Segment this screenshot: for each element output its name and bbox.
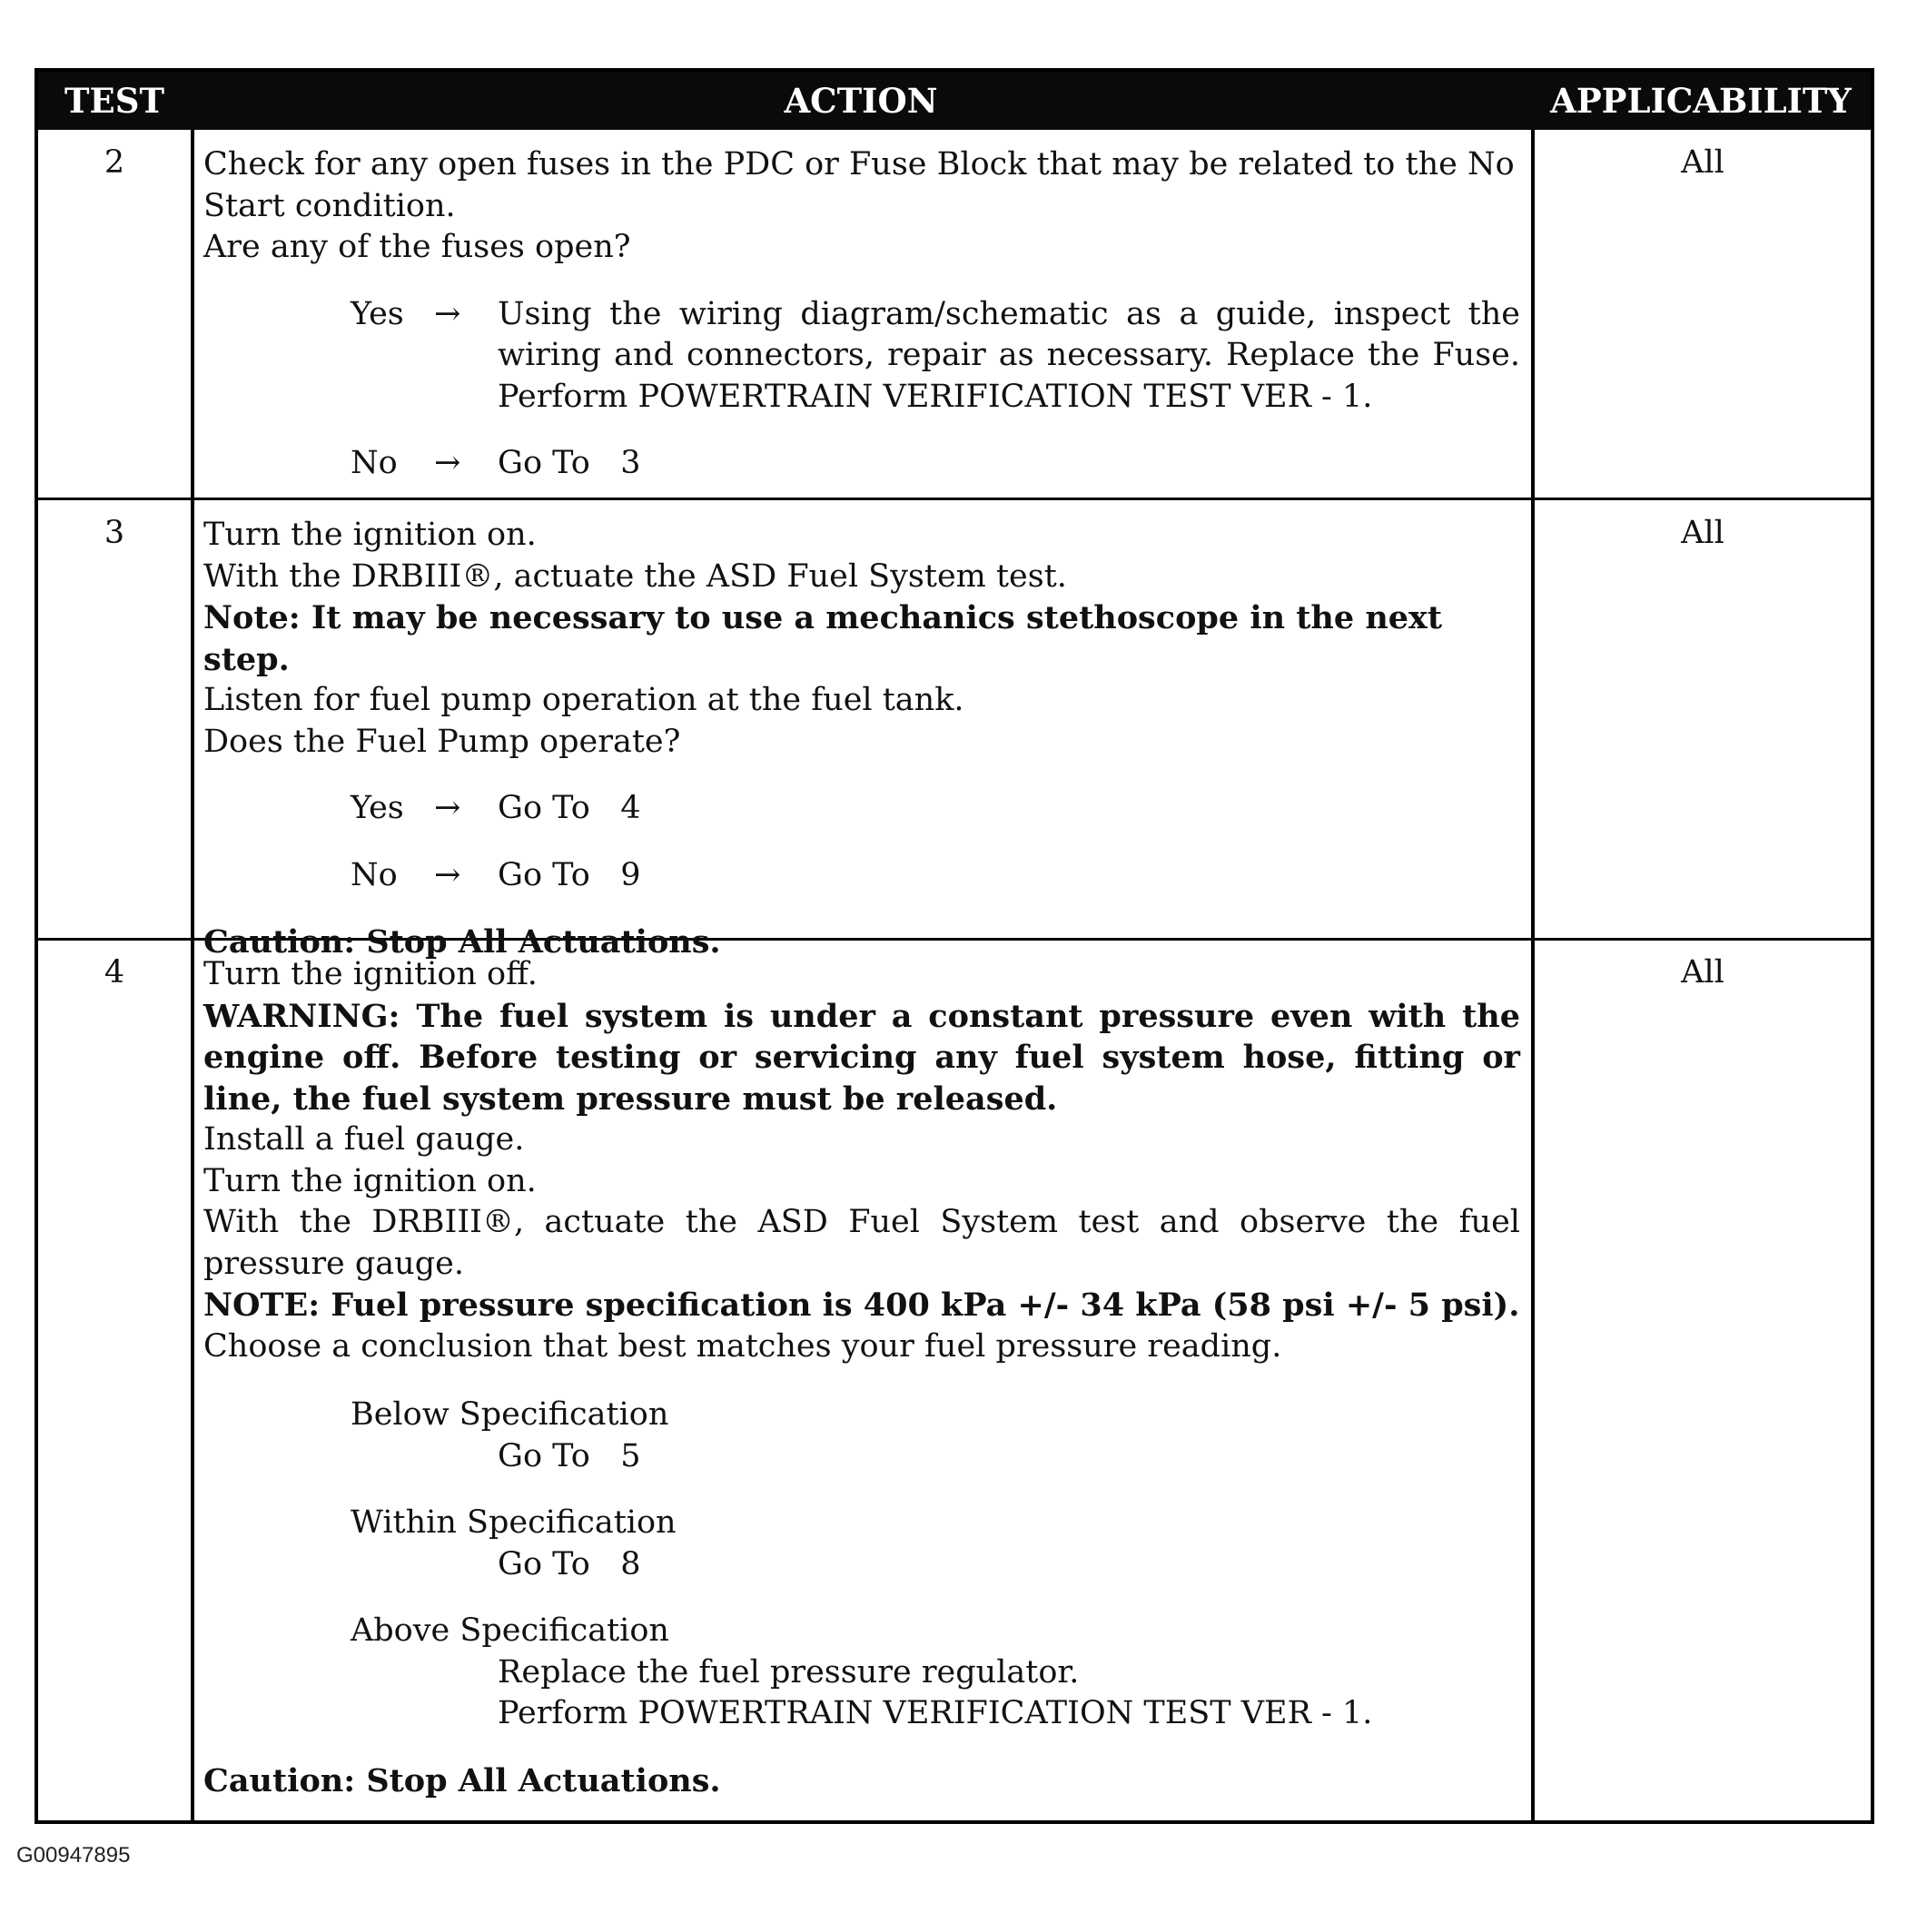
conclusion-result: Perform POWERTRAIN VERIFICATION TEST VER - 1. xyxy=(498,1695,1373,1731)
figure-id: G00947895 xyxy=(16,1843,131,1868)
conclusion-label: Above Specification xyxy=(351,1612,669,1649)
option-no: No → Go To 9 xyxy=(203,855,1520,897)
arrow-right-icon: → xyxy=(434,295,461,332)
warning-text: WARNING: The fuel system is under a constant pressure even with the engine off. Before testing or servicing any fuel system hose, fitting or line, the fuel system pressure must be released. xyxy=(203,997,1520,1118)
option-yes: Yes → Using the wiring diagram/schematic as a guide, inspect the wiring and connectors, repair as necessary. Replace the Fuse. Perform POWERTRAIN VERIFICATION TEST VER - 1. xyxy=(351,295,1520,415)
action-text: Check for any open fuses in the PDC or Fuse Block that may be related to the No Start condition. Are any of the fuses open? Yes → Using the wiring diagram/schematic as a guide, inspect the wiring and connectors, repair as necessary. Replace the Fuse. Perform POWERTRAIN VERIFICATION TEST VER - 1. No → Go To 3 xyxy=(203,144,1520,485)
note-text: Note: It may be necessary to use a mechanics stethoscope in the next step. xyxy=(203,599,1443,678)
header-applicability: APPLICABILITY xyxy=(1550,81,1852,121)
conclusion-result: Replace the fuel pressure regulator. xyxy=(498,1653,1080,1690)
header-test: TEST xyxy=(64,81,164,121)
conclusion-result: Go To 8 xyxy=(498,1545,641,1582)
caution-text: Caution: Stop All Actuations. xyxy=(203,1761,721,1799)
note-text: NOTE: Fuel pressure specification is 400 kPa +/- 34 kPa (58 psi +/- 5 psi). xyxy=(203,1286,1520,1324)
column-divider xyxy=(191,130,194,1820)
header-action: ACTION xyxy=(784,81,938,121)
caution-text: Caution: Stop All Actuations. xyxy=(203,923,721,961)
option-yes: Yes → Go To 4 xyxy=(203,788,1520,830)
table-header xyxy=(38,72,1871,130)
applicability-value: All xyxy=(1681,144,1724,181)
applicability-value: All xyxy=(1681,954,1724,991)
applicability-value: All xyxy=(1681,515,1724,551)
arrow-right-icon: → xyxy=(434,856,461,893)
conclusion-label: Within Specification xyxy=(351,1504,677,1541)
action-text: Turn the ignition off. WARNING: The fuel system is under a constant pressure even with the engine off. Before testing or servicing any fuel system hose, fitting or line, the fuel system pressure must be released. Install a fuel gauge. Turn the ignition on. With the DRBIII®, actuate the ASD Fuel System test and observe the fuel pressure gauge. NOTE: Fuel pressure specification is 400 kPa +/- 34 kPa (58 psi +/- 5 psi). Choose a conclusion that best matches your fuel pressure reading. Below Specification Go To 5 Within Specification Go To 8 Above Specification Replace the fuel pressure regulator. Perform POWERTRAIN VERIFICATION TEST VER - 1. Caution: Stop All Actuations. xyxy=(203,954,1520,1801)
arrow-right-icon: → xyxy=(434,790,461,826)
row-divider xyxy=(38,498,1871,500)
option-no: No → Go To 3 xyxy=(203,443,1520,485)
test-number: 4 xyxy=(104,954,125,991)
arrow-right-icon: → xyxy=(434,445,461,481)
test-number: 3 xyxy=(104,515,125,551)
conclusion-label: Below Specification xyxy=(351,1396,669,1433)
test-number: 2 xyxy=(104,144,125,181)
diagnostic-table xyxy=(35,68,1874,1824)
action-text: Turn the ignition on. With the DRBIII®, actuate the ASD Fuel System test. Note: It may be necessary to use a mechanics stethoscope in the next step. Listen for fuel pump operation at the fuel tank. Does the Fuel Pump operate? Yes → Go To 4 No → Go To 9 Caution: Stop All Actuations. xyxy=(203,515,1520,963)
conclusion-result: Go To 5 xyxy=(498,1437,641,1474)
